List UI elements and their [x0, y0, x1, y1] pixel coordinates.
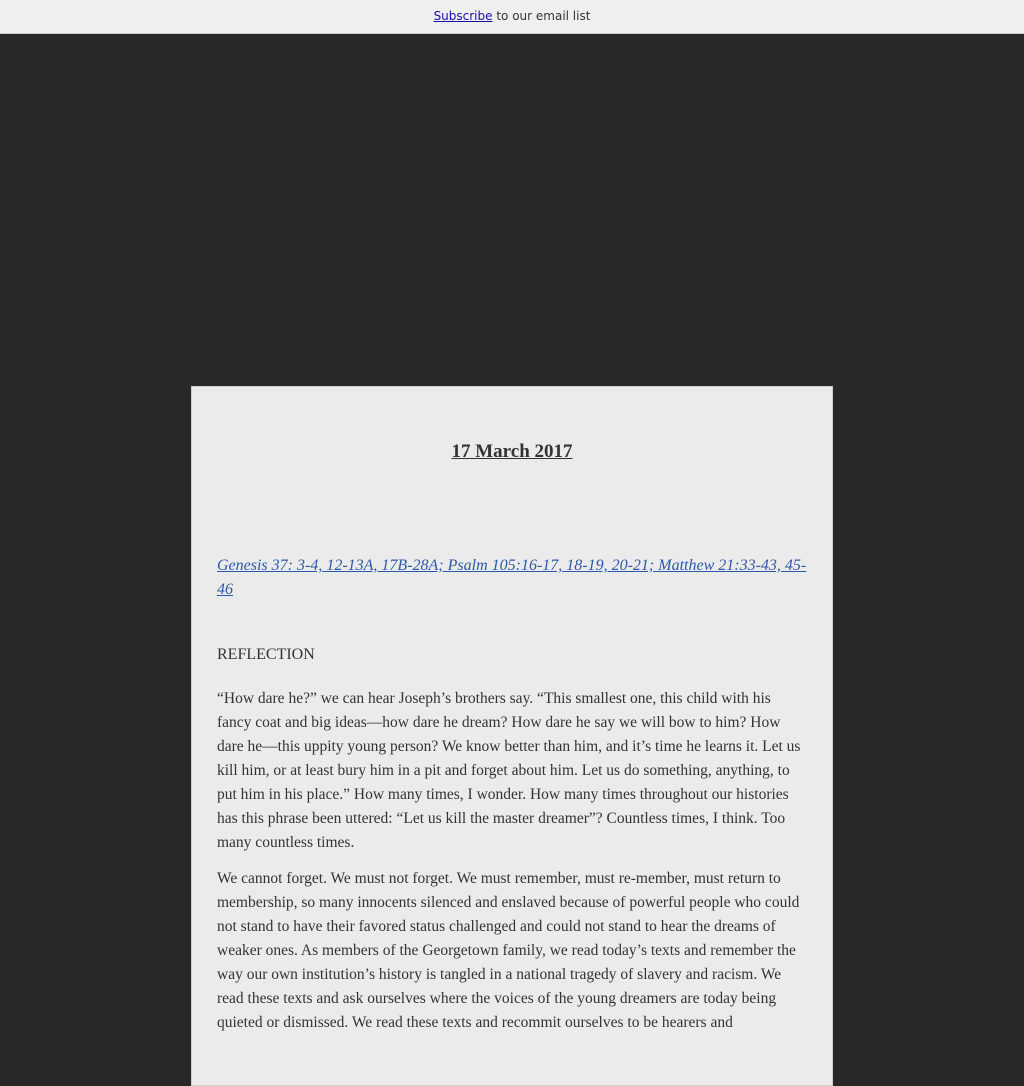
- reflection-body: [217, 687, 807, 1047]
- email-subscribe-bar: [0, 0, 1024, 34]
- subscribe-bar-text: to our email list: [492, 9, 591, 23]
- post-title-link[interactable]: 17 March 2017: [451, 441, 573, 462]
- paragraph: We cannot forget. We must not forget. We must remember, must re-member, must return to membership, so many innocents silenced and enslaved because of powerful people who could not stand to have their favored status challenged and could not stand to hear the dreams of weaker ones. As members of the Georgetown family, we read today’s texts and remember the way our own institution’s history is tangled in a national tragedy of slavery and racism. We read these texts and ask ourselves where the voices of the young dreamers are today being quieted or dismissed. We read these texts and recommit ourselves to be hearers and: [217, 870, 800, 1031]
- readings-line: [217, 554, 807, 602]
- section-heading: REFLECTION: [217, 646, 315, 663]
- post-card: [191, 386, 833, 1086]
- paragraph: “How dare he?” we can hear Joseph’s brothers say. “This smallest one, this child with his fancy coat and big ideas—how dare he dream? How dare he say we will bow to him? How dare he—this uppity young person? We know better than him, and it’s time he learns it. Let us kill him, or at least bury him in a pit and forget about him. Let us do something, anything, to put him in his place.” How many times, I wonder. How many times throughout our histories has this phrase been uttered: “Let us kill the master dreamer”? Countless times, I think. Too many countless times.: [217, 690, 801, 851]
- readings-link[interactable]: Genesis 37: 3-4, 12-13A, 17B-28A; Psalm 105:16-17, 18-19, 20-21; Matthew 21:33-43, 45-46: [217, 557, 807, 598]
- post-title: [217, 441, 807, 463]
- subscribe-link[interactable]: Subscribe: [433, 9, 493, 23]
